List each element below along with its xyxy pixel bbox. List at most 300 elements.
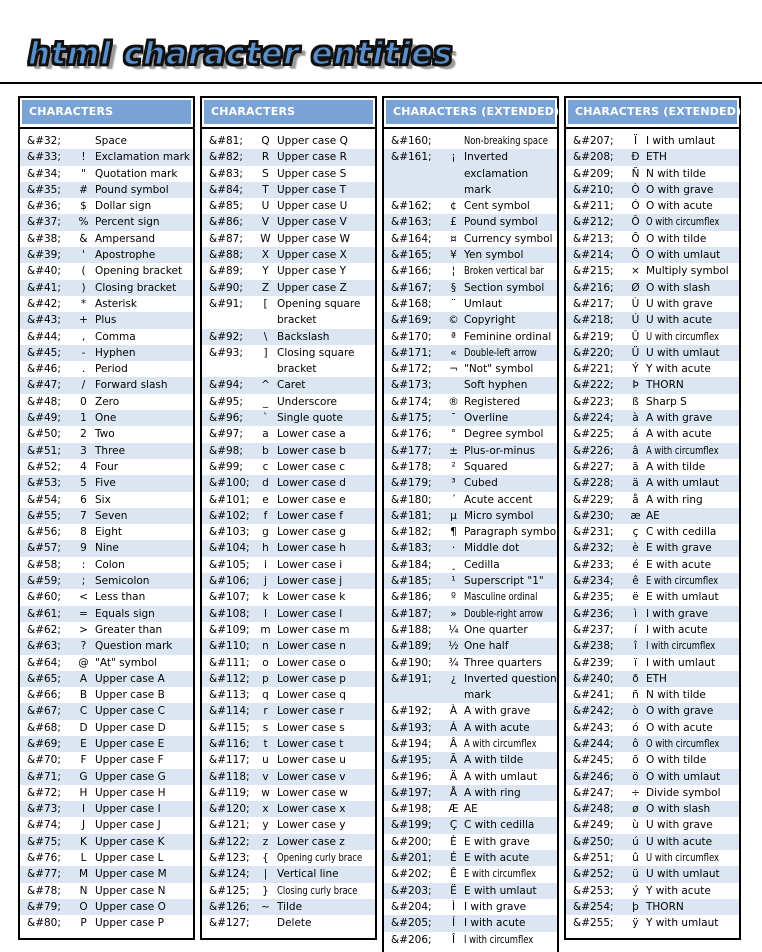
table-row <box>566 377 739 393</box>
entity-code: &#39; <box>27 249 61 262</box>
table-row <box>202 524 375 540</box>
entity-description: U with circumflex <box>646 852 719 865</box>
entity-char: á <box>632 428 639 441</box>
entity-char: « <box>450 346 457 359</box>
table-row <box>202 231 375 247</box>
entity-description: Multiply symbol <box>646 265 729 278</box>
entity-description: Upper case T <box>277 183 347 196</box>
entity-code: &#65; <box>27 672 61 685</box>
table-row <box>384 932 557 948</box>
entity-description: Yen symbol <box>464 249 524 262</box>
entity-char: Í <box>451 917 456 930</box>
entity-code: &#245; <box>573 754 614 767</box>
entity-code: &#183; <box>391 542 432 555</box>
entity-char: ÿ <box>632 917 639 930</box>
entity-code: &#98; <box>209 444 243 457</box>
entity-code: &#93; <box>209 346 243 359</box>
entity-description: Upper case F <box>95 754 164 767</box>
table-row <box>566 361 739 377</box>
table-header-3 <box>384 98 560 129</box>
table-row <box>384 280 557 296</box>
entity-description: Lower case k <box>277 591 346 604</box>
entity-code: &#168; <box>391 297 432 310</box>
table-row <box>384 720 557 736</box>
entity-description: U with umlaut <box>646 868 720 881</box>
entity-description: Upper case A <box>95 672 165 685</box>
entity-char: 7 <box>80 509 87 522</box>
table-row <box>566 801 739 817</box>
entity-description: Lower case y <box>277 819 346 832</box>
entity-char: Ø <box>631 281 640 294</box>
table-row <box>566 182 739 198</box>
entity-char: Å <box>449 786 458 799</box>
entity-description: Three quarters <box>464 656 542 669</box>
entity-code: &#83; <box>209 167 243 180</box>
entity-description: Micro symbol <box>464 509 534 522</box>
entity-char: ª <box>451 330 456 343</box>
entity-code: &#63; <box>27 640 61 653</box>
entity-code: &#211; <box>573 200 614 213</box>
entity-description: A with ring <box>646 493 703 506</box>
entity-code: &#247; <box>573 786 614 799</box>
entity-code: &#114; <box>209 705 250 718</box>
entity-char: } <box>262 884 269 897</box>
entity-code: &#244; <box>573 737 614 750</box>
page <box>0 36 762 952</box>
entity-code: &#178; <box>391 460 432 473</box>
entity-description: O with circumflex <box>646 737 720 750</box>
table-row <box>566 589 739 605</box>
entity-description: A with circumflex <box>646 444 719 457</box>
entity-description: Five <box>95 477 116 490</box>
table-row <box>202 263 375 279</box>
entity-char: 8 <box>80 526 87 539</box>
entity-description: Caret <box>277 379 306 392</box>
entity-char: ' <box>82 249 85 262</box>
entity-code: &#170; <box>391 330 432 343</box>
entity-char: ¤ <box>450 232 457 245</box>
entity-char: A <box>79 672 88 685</box>
entity-description: N with tilde <box>646 689 706 702</box>
entity-char: ý <box>632 884 639 897</box>
entity-char: z <box>262 835 269 848</box>
entity-char: µ <box>450 509 457 522</box>
entity-code: &#213; <box>573 232 614 245</box>
entity-code: &#125; <box>209 884 250 897</box>
entity-char: g <box>262 526 269 539</box>
table-row <box>20 752 193 768</box>
entity-description: Upper case S <box>277 167 347 180</box>
entity-char: " <box>81 167 86 180</box>
table-row <box>566 492 739 508</box>
table-row <box>20 606 193 622</box>
entity-code: &#97; <box>209 428 243 441</box>
entity-code: &#242; <box>573 705 614 718</box>
entity-description: Lower case x <box>277 803 346 816</box>
table-header-1 <box>20 98 193 129</box>
entity-code: &#96; <box>209 412 243 425</box>
table-row <box>566 883 739 899</box>
entity-code: &#223; <box>573 395 614 408</box>
entity-char: ú <box>632 835 639 848</box>
entity-description: Inverted question mark <box>464 672 557 702</box>
entity-code: &#91; <box>209 297 243 310</box>
entity-description: Y with umlaut <box>646 917 719 930</box>
table-row <box>384 606 557 622</box>
entity-code: &#104; <box>209 542 250 555</box>
entity-description: Lower case q <box>277 689 346 702</box>
entity-description: One <box>95 412 117 425</box>
table-row <box>566 443 739 459</box>
entity-description: U with umlaut <box>646 346 720 359</box>
table-row <box>20 345 193 361</box>
entity-description: Section symbol <box>464 281 545 294</box>
table-row <box>384 410 557 426</box>
table-row <box>202 492 375 508</box>
table-row <box>384 589 557 605</box>
table-row <box>20 524 193 540</box>
entity-description: O with slash <box>646 803 711 816</box>
table-row <box>202 329 375 345</box>
entity-code: &#86; <box>209 216 243 229</box>
entity-description: Zero <box>95 395 120 408</box>
table-row <box>202 606 375 622</box>
entity-code: &#207; <box>573 135 614 147</box>
entity-code: &#164; <box>391 232 432 245</box>
entity-char: Ï <box>633 135 638 147</box>
table-row <box>20 280 193 296</box>
entity-description: Opening square bracket <box>277 297 361 327</box>
entity-code: &#47; <box>27 379 61 392</box>
entity-description: Asterisk <box>95 297 138 310</box>
entity-code: &#78; <box>27 884 61 897</box>
entity-description: Lower case z <box>277 835 345 848</box>
entity-char: à <box>632 412 639 425</box>
entity-code: &#227; <box>573 460 614 473</box>
entity-char: × <box>631 265 640 278</box>
entity-char: ½ <box>448 640 459 653</box>
entity-char: ¼ <box>448 623 459 636</box>
entity-code: &#70; <box>27 754 61 767</box>
table-row <box>384 492 557 508</box>
entity-code: &#235; <box>573 591 614 604</box>
table-row <box>384 801 557 817</box>
entity-description: Lower case h <box>277 542 346 555</box>
entity-char: _ <box>262 395 269 408</box>
table-row <box>20 443 193 459</box>
table-row <box>202 377 375 393</box>
entity-char: ü <box>632 868 639 881</box>
entity-code: &#161; <box>391 151 432 164</box>
entity-char: 0 <box>80 395 87 408</box>
entity-code: &#62; <box>27 623 61 636</box>
entity-description: Upper case I <box>95 803 161 816</box>
entity-char: ¥ <box>450 249 457 262</box>
entity-char: Ô <box>631 216 640 229</box>
entity-char: \ <box>263 330 268 343</box>
entity-code: &#41; <box>27 281 61 294</box>
entity-code: &#162; <box>391 200 432 213</box>
entity-code: &#122; <box>209 835 250 848</box>
entity-code: &#37; <box>27 216 61 229</box>
table-row <box>384 817 557 833</box>
entity-description: Lower case a <box>277 428 346 441</box>
entity-description: O with umlaut <box>646 770 721 783</box>
entity-description: O with umlaut <box>646 249 721 262</box>
table-characters-1 <box>18 96 195 940</box>
entity-char: È <box>450 835 457 848</box>
entity-description: Lower case w <box>277 786 348 799</box>
entity-description: Closing curly brace <box>277 884 358 897</box>
entity-char: ¹ <box>451 575 456 588</box>
entity-description: ETH <box>646 672 667 685</box>
table-row <box>20 247 193 263</box>
entity-char: > <box>79 623 88 636</box>
table-row <box>202 655 375 671</box>
table-row <box>202 166 375 182</box>
entity-char: ò <box>632 705 639 718</box>
entity-char: I <box>81 803 86 816</box>
table-row <box>20 182 193 198</box>
entity-code: &#232; <box>573 542 614 555</box>
entity-char: Ì <box>451 900 456 913</box>
entity-description: A with tilde <box>464 754 524 767</box>
table-row <box>202 638 375 654</box>
entity-char: É <box>450 852 457 865</box>
entity-code: &#49; <box>27 412 61 425</box>
entity-code: &#209; <box>573 167 614 180</box>
entity-char: º <box>451 591 456 604</box>
entity-code: &#64; <box>27 656 61 669</box>
table-row <box>202 850 375 866</box>
entity-description: Closing bracket <box>95 281 177 294</box>
entity-description: Umlaut <box>464 297 503 310</box>
entity-description: Quotation mark <box>95 167 178 180</box>
entity-char: â <box>632 444 639 457</box>
table-row <box>202 736 375 752</box>
entity-char: J <box>81 819 86 832</box>
entity-description: C with cedilla <box>464 819 535 832</box>
entity-code: &#106; <box>209 575 250 588</box>
entity-description: Broken vertical bar <box>464 265 544 278</box>
entity-char: é <box>632 558 639 571</box>
table-row <box>566 606 739 622</box>
entity-char: è <box>632 542 639 555</box>
entity-char: j <box>264 575 267 588</box>
table-row <box>566 410 739 426</box>
table-row <box>566 769 739 785</box>
entity-code: &#123; <box>209 852 250 865</box>
entity-char: ) <box>81 281 86 294</box>
entity-code: &#185; <box>391 575 432 588</box>
entity-description: E with grave <box>646 542 712 555</box>
entity-description: Semicolon <box>95 575 150 588</box>
entity-code: &#196; <box>391 770 432 783</box>
entity-description: Upper case X <box>277 249 347 262</box>
table-row <box>202 133 375 149</box>
table-row <box>20 149 193 165</box>
table-row <box>20 361 193 377</box>
entity-char: ê <box>632 575 639 588</box>
entity-description: Less than <box>95 591 146 604</box>
entity-code: &#110; <box>209 640 250 653</box>
entity-description: Question mark <box>95 640 173 653</box>
entity-description: "At" symbol <box>95 656 158 669</box>
entity-char: ^ <box>261 379 270 392</box>
entity-char: i <box>264 558 267 571</box>
table-row <box>566 329 739 345</box>
entity-description: "Not" symbol <box>464 363 534 376</box>
entity-description: Superscript "1" <box>464 575 544 588</box>
table-row <box>20 769 193 785</box>
entity-description: O with grave <box>646 183 714 196</box>
entity-char: æ <box>630 509 641 522</box>
entity-char: D <box>79 721 88 734</box>
entity-description: Non-breaking space <box>464 135 548 147</box>
table-row <box>384 443 557 459</box>
entity-description: E with umlaut <box>464 884 537 897</box>
table-row <box>20 899 193 915</box>
entity-description: A with acute <box>464 721 530 734</box>
entity-code: &#214; <box>573 249 614 262</box>
entity-code: &#212; <box>573 216 614 229</box>
table-row <box>20 655 193 671</box>
entity-char: ¦ <box>451 265 456 278</box>
entity-description: C with cedilla <box>646 526 717 539</box>
entity-char: ; <box>81 575 86 588</box>
entity-char: t <box>263 737 268 750</box>
table-row <box>20 394 193 410</box>
entity-code: &#92; <box>209 330 243 343</box>
entity-char: À <box>449 705 458 718</box>
entity-code: &#228; <box>573 477 614 490</box>
entity-code: &#191; <box>391 672 432 685</box>
table-row <box>384 703 557 719</box>
table-row <box>202 752 375 768</box>
table-row <box>566 508 739 524</box>
entity-code: &#126; <box>209 900 250 913</box>
entity-description: Upper case O <box>95 900 166 913</box>
entity-char: ß <box>632 395 639 408</box>
entity-description: Plus <box>95 314 117 327</box>
entity-description: Eight <box>95 526 122 539</box>
entity-description: A with umlaut <box>464 770 538 783</box>
entity-description: Lower case t <box>277 737 344 750</box>
entity-char: ì <box>634 607 637 620</box>
entity-code: &#48; <box>27 395 61 408</box>
entity-char: W <box>260 232 271 245</box>
entity-description: E with acute <box>646 558 712 571</box>
table-row <box>202 769 375 785</box>
entity-code: &#53; <box>27 477 61 490</box>
entity-char: ¡ <box>451 151 456 164</box>
entity-description: AE <box>464 803 478 816</box>
entity-description: Lower case c <box>277 460 346 473</box>
entity-description: THORN <box>646 900 684 913</box>
entity-char: Y <box>262 265 269 278</box>
entity-code: &#195; <box>391 754 432 767</box>
table-header-4 <box>566 98 742 129</box>
entity-char: Î <box>451 933 456 946</box>
entity-code: &#175; <box>391 412 432 425</box>
entity-code: &#40; <box>27 265 61 278</box>
table-row <box>384 785 557 801</box>
entity-description: Single quote <box>277 412 343 425</box>
entity-char: Æ <box>448 803 459 816</box>
table-row <box>566 426 739 442</box>
entity-char: ë <box>632 591 639 604</box>
entity-description: I with grave <box>464 900 527 913</box>
table-row <box>384 866 557 882</box>
entity-description: A with tilde <box>646 460 706 473</box>
table-row <box>202 589 375 605</box>
entity-description: Masculine ordinal <box>464 591 538 604</box>
entity-code: &#166; <box>391 265 432 278</box>
entity-char: N <box>79 884 88 897</box>
entity-code: &#43; <box>27 314 61 327</box>
table-header-label-1: CHARACTERS <box>22 100 191 124</box>
entity-code: &#36; <box>27 200 61 213</box>
table-row <box>20 459 193 475</box>
entity-code: &#231; <box>573 526 614 539</box>
entity-char: ¶ <box>450 526 457 539</box>
table-row <box>20 834 193 850</box>
entity-description: Pound symbol <box>464 216 538 229</box>
table-row <box>566 166 739 182</box>
entity-code: &#239; <box>573 656 614 669</box>
entity-char: K <box>80 835 87 848</box>
table-row <box>566 866 739 882</box>
table-row <box>20 883 193 899</box>
table-row <box>566 296 739 312</box>
entity-char: p <box>262 672 269 685</box>
entity-description: O with tilde <box>646 232 707 245</box>
entity-char: ` <box>262 412 269 425</box>
table-row <box>20 508 193 524</box>
entity-description: Upper case N <box>95 884 166 897</box>
entity-description: Exclamation mark <box>95 151 190 164</box>
entity-description: E with circumflex <box>646 575 719 588</box>
table-row <box>566 149 739 165</box>
table-row <box>566 622 739 638</box>
entity-code: &#251; <box>573 852 614 865</box>
entity-char: 6 <box>80 493 87 506</box>
entity-code: &#56; <box>27 526 61 539</box>
table-body-3 <box>384 129 560 952</box>
entity-char: å <box>632 493 639 506</box>
entity-description: Delete <box>277 917 312 930</box>
entity-description: Lower case b <box>277 444 346 457</box>
entity-char: y <box>262 819 269 832</box>
entity-description: Upper case U <box>277 200 348 213</box>
table-row <box>384 231 557 247</box>
entity-code: &#94; <box>209 379 243 392</box>
entity-description: I with acute <box>646 623 708 636</box>
entity-description: Squared <box>464 460 508 473</box>
table-row <box>566 915 739 931</box>
entity-description: E with circumflex <box>464 868 537 881</box>
entity-description: E with umlaut <box>646 591 719 604</box>
entity-char: a <box>262 428 269 441</box>
table-row <box>202 703 375 719</box>
entity-code: &#46; <box>27 363 61 376</box>
entity-description: Lower case o <box>277 656 346 669</box>
entity-char: Ü <box>631 346 640 359</box>
entity-code: &#82; <box>209 151 243 164</box>
entity-char: ã <box>632 460 639 473</box>
entity-code: &#79; <box>27 900 61 913</box>
entity-char: / <box>81 379 86 392</box>
